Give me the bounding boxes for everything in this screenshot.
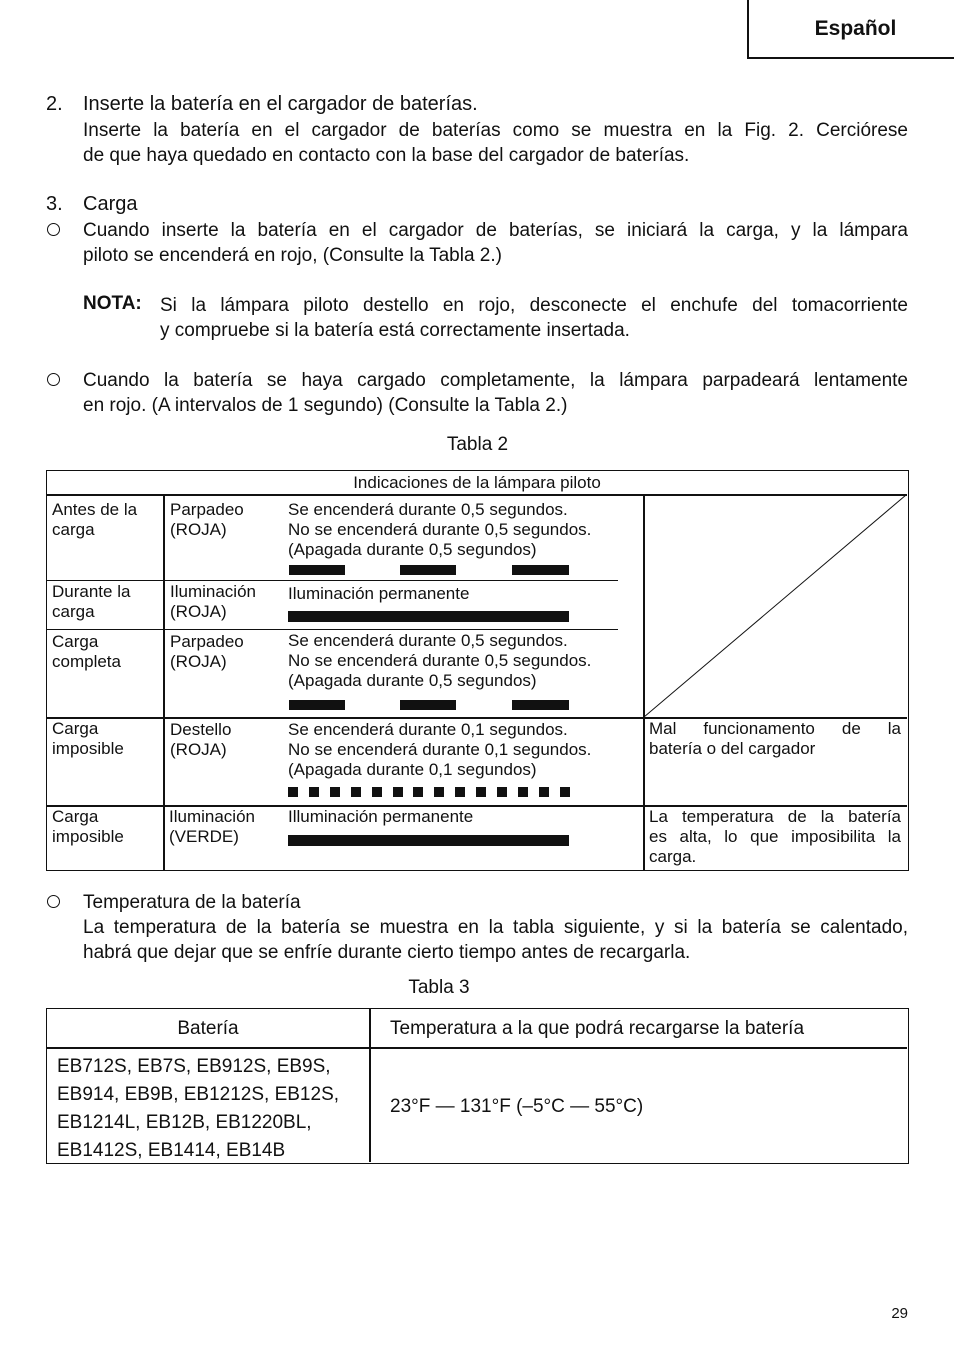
row-5-mode-line-2: (VERDE) bbox=[169, 827, 239, 846]
row-1-state-line-1: Antes de la bbox=[52, 500, 138, 519]
language-label: Español bbox=[814, 16, 897, 40]
bullet-2-line-1: Cuando la batería se haya cargado completamente, la lámpara parpadeará lentamente bbox=[83, 370, 908, 391]
flash-dot bbox=[351, 787, 361, 797]
blink-on-segment bbox=[512, 565, 569, 575]
note-line-2: y compruebe si la batería está correctamente insertada. bbox=[160, 320, 630, 341]
battery-temperature-table bbox=[46, 1008, 909, 1164]
pilot-lamp-table bbox=[46, 470, 909, 871]
row-5-state-line-2: imposible bbox=[52, 827, 124, 846]
row-4-desc-line-1: Se encenderá durante 0,1 segundos. bbox=[288, 720, 568, 739]
row-3-desc-line-1: Se encenderá durante 0,5 segundos. bbox=[288, 631, 568, 650]
row-1-desc-line-2: No se encenderá durante 0,5 segundos. bbox=[288, 520, 592, 539]
battery-models-line-2: EB914, EB9B, EB1212S, EB12S, bbox=[57, 1084, 340, 1105]
blink-on-segment bbox=[400, 565, 456, 575]
blink-on-segment bbox=[289, 700, 345, 710]
row-4-remark-line-1: Mal funcionamento de la bbox=[649, 719, 901, 738]
flash-dot bbox=[288, 787, 298, 797]
blink-on-segment bbox=[400, 700, 456, 710]
language-tab bbox=[747, 0, 954, 59]
battery-temp-line-2: habrá que dejar que se enfríe durante cierto tiempo antes de recargarla. bbox=[83, 942, 691, 963]
row-5-desc-line-1: Illuminación permanente bbox=[288, 807, 474, 826]
blink-on-segment bbox=[512, 700, 569, 710]
table-2-col-rule bbox=[163, 494, 165, 870]
row-2-desc-line-1: Iluminación permanente bbox=[288, 584, 470, 603]
row-4-mode-line-1: Destello bbox=[170, 720, 232, 739]
table-3-col-1-header: Batería bbox=[177, 1018, 239, 1039]
table-3-caption: Tabla 3 bbox=[408, 977, 470, 998]
row-4-state-line-2: imposible bbox=[52, 739, 124, 758]
table-2-row-rule bbox=[47, 629, 618, 630]
flash-dot bbox=[455, 787, 465, 797]
note-label: NOTA: bbox=[83, 293, 142, 314]
row-5-remark-line-2: es alta, lo que imposibilita la bbox=[649, 827, 901, 846]
flash-dot bbox=[560, 787, 570, 797]
not-applicable-diagonal bbox=[644, 495, 907, 717]
flash-dot bbox=[476, 787, 486, 797]
charge-temperature-range: 23°F — 131°F (–5°C — 55°C) bbox=[390, 1096, 644, 1117]
bullet-1-line-2: piloto se encenderá en rojo, (Consulte la Tabla 2.) bbox=[83, 245, 502, 266]
section-3-title: Carga bbox=[83, 193, 138, 215]
table-2-header: Indicaciones de la lámpara piloto bbox=[353, 473, 601, 492]
row-1-mode-line-2: (ROJA) bbox=[170, 520, 227, 539]
row-5-state-line-1: Carga bbox=[52, 807, 99, 826]
row-3-mode-line-1: Parpadeo bbox=[170, 632, 244, 651]
table-2-caption: Tabla 2 bbox=[446, 434, 509, 455]
row-2-mode-line-1: Iluminación bbox=[170, 582, 256, 601]
row-4-desc-line-2: No se encenderá durante 0,1 segundos. bbox=[288, 740, 592, 759]
flash-dot bbox=[393, 787, 403, 797]
row-4-state-line-1: Carga bbox=[52, 719, 99, 738]
row-1-desc-line-1: Se encenderá durante 0,5 segundos. bbox=[288, 500, 568, 519]
table-3-col-rule bbox=[369, 1009, 371, 1162]
note-line-1: Si la lámpara piloto destello en rojo, desconecte el enchufe del tomacorriente bbox=[160, 295, 908, 316]
battery-models-line-4: EB1412S, EB1414, EB14B bbox=[57, 1140, 286, 1161]
battery-models-line-3: EB1214L, EB12B, EB1220BL, bbox=[57, 1112, 312, 1133]
row-1-state-line-2: carga bbox=[52, 520, 95, 539]
battery-models-line-1: EB712S, EB7S, EB912S, EB9S, bbox=[57, 1056, 331, 1077]
table-3-header-rule bbox=[47, 1047, 907, 1049]
row-1-mode-line-1: Parpadeo bbox=[170, 500, 244, 519]
battery-temp-title: Temperatura de la batería bbox=[83, 892, 301, 913]
row-4-desc-line-3: (Apagada durante 0,1 segundos) bbox=[288, 760, 537, 779]
row-3-state-line-2: completa bbox=[52, 652, 121, 671]
table-2-row-rule bbox=[47, 580, 618, 581]
row-4-mode-line-2: (ROJA) bbox=[170, 740, 227, 759]
row-2-state-line-1: Durante la bbox=[52, 582, 131, 601]
row-2-mode-line-2: (ROJA) bbox=[170, 602, 227, 621]
section-2-title: Inserte la batería en el cargador de baterías. bbox=[83, 93, 478, 115]
flash-dot bbox=[539, 787, 549, 797]
section-2-line-2: de que haya quedado en contacto con la base del cargador de baterías. bbox=[83, 145, 690, 166]
steady-light-bar bbox=[288, 611, 569, 622]
row-2-state-line-2: carga bbox=[52, 602, 95, 621]
row-3-desc-line-3: (Apagada durante 0,5 segundos) bbox=[288, 671, 537, 690]
section-2-number: 2. bbox=[46, 93, 63, 115]
row-5-remark-line-1: La temperatura de la batería bbox=[649, 807, 901, 826]
flash-dot bbox=[372, 787, 382, 797]
flash-dot bbox=[434, 787, 444, 797]
circle-bullet-icon bbox=[47, 373, 60, 386]
flash-dot bbox=[330, 787, 340, 797]
row-3-mode-line-2: (ROJA) bbox=[170, 652, 227, 671]
circle-bullet-icon bbox=[47, 223, 60, 236]
bullet-2-line-2: en rojo. (A intervalos de 1 segundo) (Consulte la Tabla 2.) bbox=[83, 395, 568, 416]
section-2-line-1: Inserte la batería en el cargador de baterías como se muestra en la Fig. 2. Cerciórese bbox=[83, 120, 908, 141]
row-1-desc-line-3: (Apagada durante 0,5 segundos) bbox=[288, 540, 537, 559]
section-3-number: 3. bbox=[46, 193, 63, 215]
table-3-col-2-header: Temperatura a la que podrá recargarse la batería bbox=[390, 1018, 805, 1039]
row-5-mode-line-1: Iluminación bbox=[169, 807, 255, 826]
row-3-desc-line-2: No se encenderá durante 0,5 segundos. bbox=[288, 651, 592, 670]
battery-temp-line-1: La temperatura de la batería se muestra en la tabla siguiente, y si la batería se calentado, bbox=[83, 917, 908, 938]
flash-dot bbox=[413, 787, 423, 797]
bullet-1-line-1: Cuando inserte la batería en el cargador de baterías, se iniciará la carga, y la lámpara bbox=[83, 220, 908, 241]
page-number: 29 bbox=[891, 1305, 908, 1322]
steady-light-bar bbox=[288, 835, 569, 846]
circle-bullet-icon bbox=[47, 895, 60, 908]
flash-dot bbox=[518, 787, 528, 797]
battery-models bbox=[57, 1053, 339, 1165]
flash-dot bbox=[309, 787, 319, 797]
flash-dot bbox=[497, 787, 507, 797]
blink-on-segment bbox=[289, 565, 345, 575]
row-3-state-line-1: Carga bbox=[52, 632, 99, 651]
row-4-remark-line-2: batería o del cargador bbox=[649, 739, 816, 758]
row-5-remark-line-3: carga. bbox=[649, 847, 697, 866]
